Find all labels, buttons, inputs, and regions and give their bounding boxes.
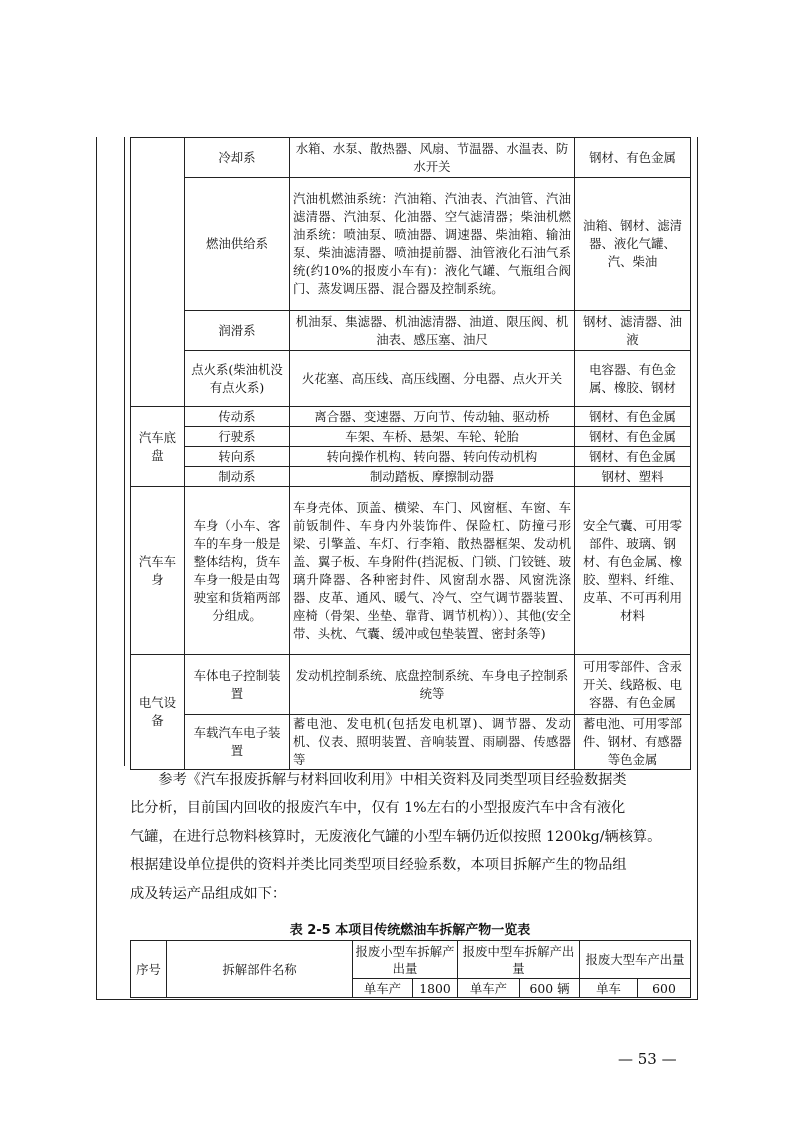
group-cell: 电气设备 (131, 655, 185, 770)
material-cell: 钢材、有色金属 (575, 427, 691, 447)
material-cell: 可用零部件、含汞开关、线路板、电容器、有色金属 (575, 655, 691, 715)
medium-count: 600 辆 (520, 979, 580, 998)
material-cell: 蓄电池、可用零部件、钢材、有感器等色金属 (575, 715, 691, 770)
large-unit: 单车 (580, 979, 638, 998)
header-large-output: 报废大型车产出量 (580, 941, 691, 979)
table-row (131, 427, 691, 447)
table-row (131, 351, 691, 407)
subsystem-cell: 车载汽车电子装置 (185, 715, 290, 770)
subsystem-cell: 冷却系 (185, 138, 290, 178)
small-count: 1800 (413, 979, 458, 998)
header-medium-output: 报废中型车拆解产出量 (458, 941, 580, 979)
paragraph-line: 气罐，在进行总物料核算时，无废液化气罐的小型车辆仍近似按照 1200kg/辆核算。 (130, 828, 662, 845)
table-caption: 表 2-5 本项目传统燃油车拆解产物一览表 (289, 923, 531, 938)
table-row (131, 941, 691, 979)
table-row (131, 715, 691, 770)
material-cell: 油箱、钢材、滤清器、液化气罐、汽、柴油 (575, 178, 691, 311)
table-row (131, 655, 691, 715)
body-paragraph (130, 766, 690, 908)
paragraph-line: 参考《汽车报废拆解与材料回收利用》中相关资料及同类型项目经验数据类 (158, 772, 627, 788)
group-cell: 汽车底盘 (131, 407, 185, 487)
material-cell: 钢材、滤清器、油液 (575, 311, 691, 351)
table-row (131, 407, 691, 427)
parts-cell: 火花塞、高压线、高压线圈、分电器、点火开关 (290, 351, 575, 407)
paragraph-line: 根据建设单位提供的资料并类比同类型项目经验系数，本项目拆解产生的物品组 (130, 857, 627, 874)
subsystem-cell: 转向系 (185, 447, 290, 467)
header-no: 序号 (131, 941, 167, 998)
parts-cell: 车架、车桥、悬架、车轮、轮胎 (290, 427, 575, 447)
table-row (131, 138, 691, 178)
vehicle-parts-table (130, 137, 691, 770)
header-small-output: 报废小型车拆解产出量 (353, 941, 458, 979)
material-cell: 安全气囊、可用零部件、玻璃、钢材、有色金属、橡胶、塑料、纤维、皮革、不可再利用材料 (575, 487, 691, 655)
parts-cell: 水箱、水泵、散热器、风扇、节温器、水温表、防水开关 (290, 138, 575, 178)
paragraph-line: 比分析，目前国内回收的报废汽车中，仅有 1%左右的小型报废汽车中含有液化 (130, 800, 626, 817)
table-row (131, 178, 691, 311)
parts-cell: 汽油机燃油系统：汽油箱、汽油表、汽油管、汽油滤清器、汽油泵、化油器、空气滤清器；柴油机燃油系统：喷油泵、喷油器、调速器、柴油箱、输油泵、柴油滤清器、喷油提前器、油管液化石油气系统(约10%的报废小车有)：液化气罐、气瓶组合阀门、蒸发调压器、混合器及控制系统。 (290, 178, 575, 311)
subsystem-cell: 点火系(柴油机没有点火系) (185, 351, 290, 407)
large-count: 600 (638, 979, 691, 998)
subsystem-cell: 车身（小车、客车的车身一般是整体结构，货车车身一般是由驾驶室和货箱两部分组成。 (185, 487, 290, 655)
material-cell: 钢材、有色金属 (575, 447, 691, 467)
table-row (131, 447, 691, 467)
parts-cell: 蓄电池、发电机(包括发电机罩)、调节器、发动机、仪表、照明装置、音响装置、雨刷器、传感器等 (290, 715, 575, 770)
parts-cell: 机油泵、集滤器、机油滤清器、油道、限压阀、机油表、感压塞、油尺 (290, 311, 575, 351)
subsystem-cell: 制动系 (185, 467, 290, 487)
subsystem-cell: 燃油供给系 (185, 178, 290, 311)
parts-cell: 车身壳体、顶盖、横梁、车门、风窗框、车窗、车前钣制件、车身内外装饰件、保险杠、防撞弓形梁、引擎盖、车灯、行李箱、散热器框架、发动机盖、翼子板、车身附件(挡泥板、门锁、门铰链、玻璃升降器、各种密封件、风窗刮水器、风窗洗涤器、皮革、通风、暖气、冷气、空气调节器装置、座椅（骨架、坐垫、靠背、调节机构））、其他(安全带、头枕、气囊、缓冲或包垫装置、密封条等) (290, 487, 575, 655)
material-cell: 钢材、有色金属 (575, 407, 691, 427)
group-cell (131, 138, 185, 407)
subsystem-cell: 车体电子控制装置 (185, 655, 290, 715)
material-cell: 钢材、塑料 (575, 467, 691, 487)
page-number: — 53 — (618, 1050, 677, 1068)
group-cell: 汽车车身 (131, 487, 185, 655)
material-cell: 电容器、有色金属、橡胶、钢材 (575, 351, 691, 407)
dismantling-output-table (130, 940, 691, 998)
header-part-name: 拆解部件名称 (167, 941, 353, 998)
small-unit: 单车产 (353, 979, 413, 998)
parts-cell: 离合器、变速器、万向节、传动轴、驱动桥 (290, 407, 575, 427)
subsystem-cell: 传动系 (185, 407, 290, 427)
subsystem-cell: 润滑系 (185, 311, 290, 351)
table-row (131, 467, 691, 487)
subsystem-cell: 行驶系 (185, 427, 290, 447)
medium-unit: 单车产 (458, 979, 520, 998)
table-row (131, 487, 691, 655)
parts-cell: 转向操作机构、转向器、转向传动机构 (290, 447, 575, 467)
table-left-rule (124, 137, 125, 766)
parts-cell: 制动踏板、摩擦制动器 (290, 467, 575, 487)
paragraph-line: 成及转运产品组成如下： (130, 885, 287, 902)
material-cell: 钢材、有色金属 (575, 138, 691, 178)
parts-cell: 发动机控制系统、底盘控制系统、车身电子控制系统等 (290, 655, 575, 715)
table-row (131, 311, 691, 351)
